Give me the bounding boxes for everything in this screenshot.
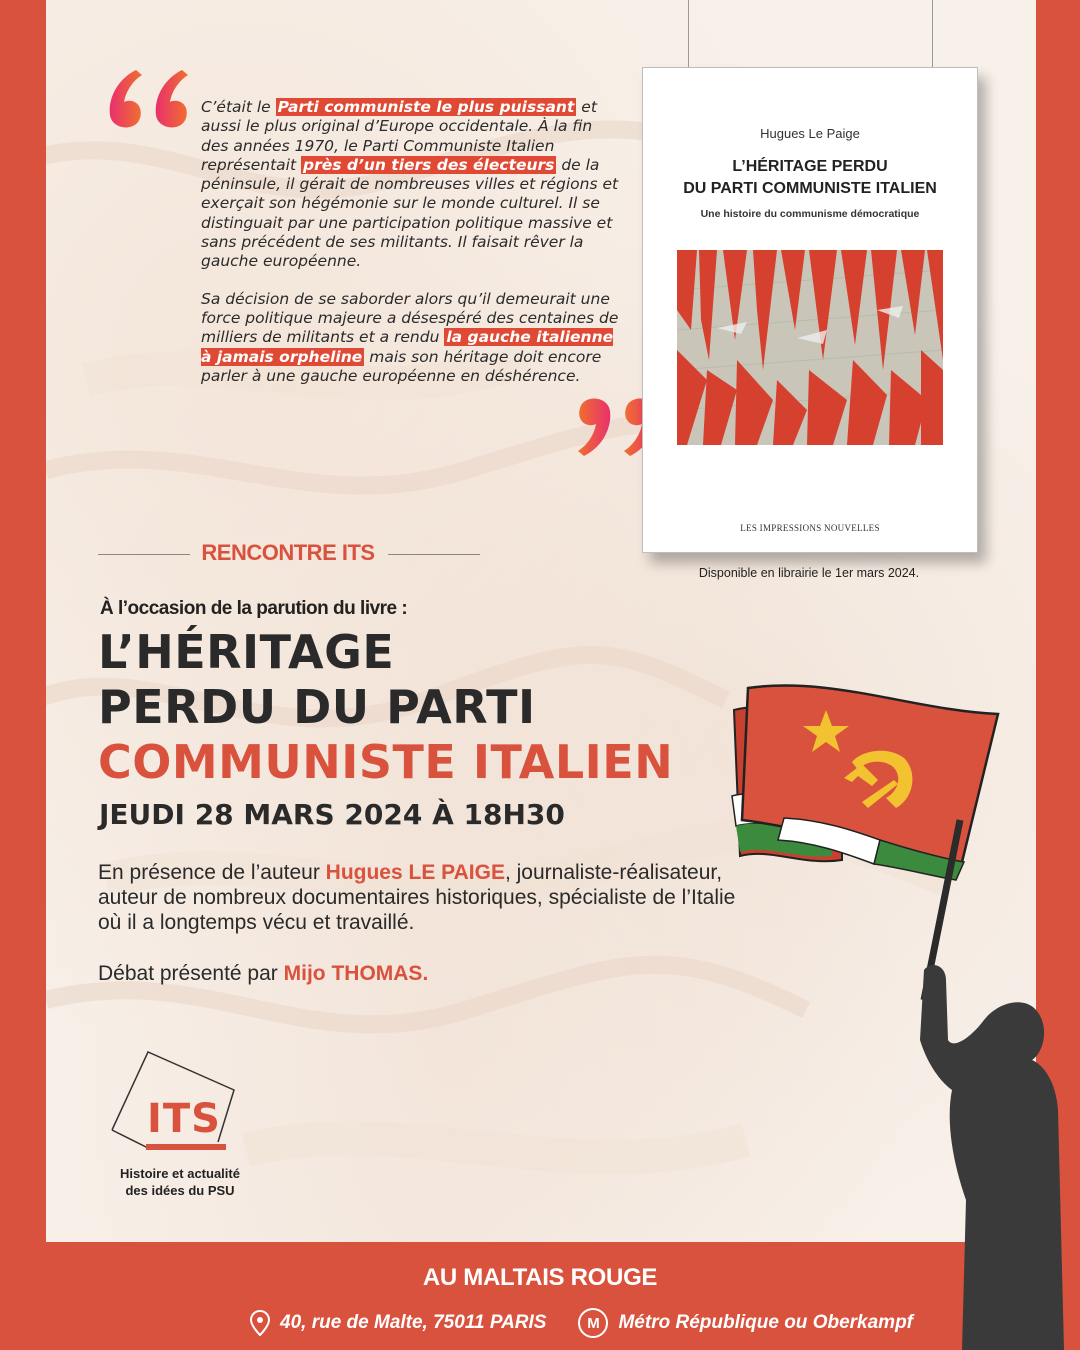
its-logo-underline [146,1144,226,1150]
moderator-name: Mijo THOMAS. [283,962,429,985]
debate-text-segment: Débat présenté par [98,962,284,985]
quote-paragraph-2 [201,290,621,386]
divider-line [388,554,480,555]
quote-highlight: la gauche italienne à jamais orpheline [201,328,614,366]
presence-text-segment: , journaliste-réalisateur, auteur de nombreux documentaires historiques, spécialiste de l’Italie où il a longtemps vécu et travaillé. [98,861,736,934]
divider-line [98,554,190,555]
book-publisher: LES IMPRESSIONS NOUVELLES [740,523,880,533]
occasion-text: À l’occasion de la parution du livre : [100,598,408,619]
author-presence-text [98,860,738,935]
book-title [643,156,977,200]
event-title-line-3: COMMUNISTE ITALIEN [98,735,674,789]
event-date: JEUDI 28 MARS 2024 À 18H30 [99,798,565,831]
flag-bearer-illustration [712,680,1080,1350]
quote-text-segment: Sa décision de se saborder alors qu’il demeurait une force politique majeure a désespéré des centaines de milliers de militants et a rendu [201,289,619,347]
presence-text-segment: En présence de l’auteur [98,861,326,884]
quote-text [201,98,621,404]
quote-text-segment: mais son héritage doit encore parler à une gauche européenne en déshérence. [201,347,602,385]
book-title-line: DU PARTI COMMUNISTE ITALIEN [683,180,937,197]
book-cover-artwork [677,250,943,445]
venue-address: 40, rue de Malte, 75011 PARIS [280,1312,547,1333]
event-label: RENCONTRE ITS [201,540,375,565]
book-title-line: L’HÉRITAGE PERDU [732,158,888,175]
event-title-line-2: PERDU DU PARTI [98,680,536,734]
quote-highlight: près d’un tiers des électeurs [302,155,555,174]
debate-moderator-text [98,962,428,986]
metro-stations: Métro République ou Oberkampf [618,1312,914,1333]
venue-address-row [250,1308,913,1338]
availability-note: Disponible en librairie le 1er mars 2024. [698,566,920,580]
its-logo-text: ITS [147,1096,221,1142]
author-name: Hugues LE PAIGE [325,861,505,884]
venue-name: AU MALTAIS ROUGE [422,1264,658,1291]
book-subtitle: Une histoire du communisme démocratique [700,208,920,220]
metro-icon: M [578,1308,608,1338]
quote-paragraph-1 [201,98,621,272]
book-author: Hugues Le Paige [760,126,860,141]
event-title-line-1: L’HÉRITAGE [98,625,395,679]
open-quote-icon [106,60,196,140]
hanging-wire [932,0,933,67]
its-caption-line: des idées du PSU [125,1183,235,1198]
its-caption-line: Histoire et actualité [120,1166,240,1181]
quote-text-segment: de la péninsule, il gérait de nombreuses villes et régions et exerçait son hégémonie sur le monde culturel. Il se distinguait par une participation politique massive et sans précédent de ses militants. Il faisait rêver la gauche européenne. [201,155,619,271]
hanging-wire [688,0,689,67]
its-logo-caption [110,1165,250,1199]
quote-text-segment: C’était le [201,98,276,116]
location-pin-icon [250,1310,270,1336]
quote-text-segment: et aussi le plus original d’Europe occidentale. À la fin des années 1970, le Parti Communiste Italien représentait [201,98,597,174]
quote-highlight: Parti communiste le plus puissant [277,98,575,116]
book-cover [642,67,978,553]
